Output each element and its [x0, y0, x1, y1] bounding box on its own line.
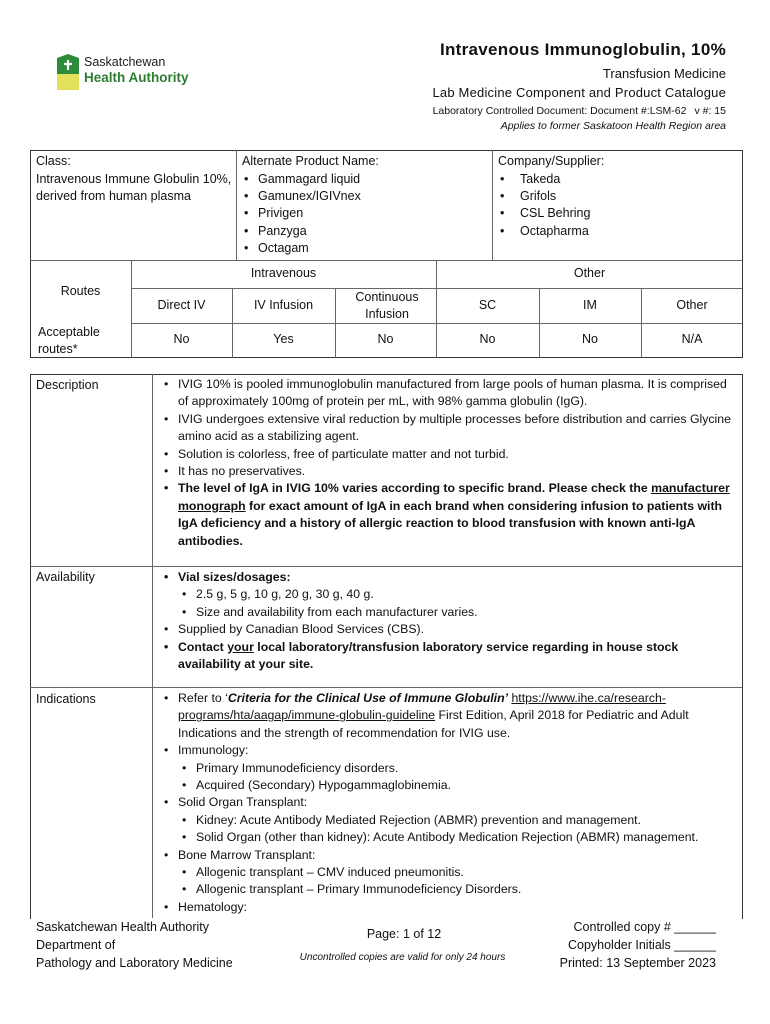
availability-item: • Vial sizes/dosages:	[162, 569, 740, 586]
manufacturer-monograph-link[interactable]: manufacturer monograph	[178, 481, 730, 513]
ihe-guideline-link[interactable]: https://www.ihe.ca/research-programs/hta/aagap/immune-globulin-guideline	[178, 691, 666, 723]
availability-subitem: • 2.5 g, 5 g, 10 g, 20 g, 30 g, 40 g.	[162, 586, 740, 603]
indications-subitem: • Allogenic transplant – CMV induced pneumonitis.	[162, 864, 742, 881]
route-col-other: Other	[676, 298, 708, 312]
alt-name-item: • Panzyga	[242, 223, 488, 240]
route-value-iv-infusion: Yes	[273, 332, 294, 346]
availability-list	[162, 569, 740, 673]
alt-name-item: • Gammagard liquid	[242, 171, 488, 188]
page-title: Intravenous Immunoglobulin, 10%	[439, 40, 726, 59]
indications-item: • Hematology:	[162, 899, 742, 916]
description-item: • It has no preservatives.	[162, 463, 740, 480]
logo-line-1: Saskatchewan	[84, 55, 166, 69]
document-id: Laboratory Controlled Document: Document #:LSM-62 v #: 15	[432, 105, 726, 117]
description-item: • Solution is colorless, free of particulate matter and not turbid.	[162, 446, 740, 463]
indications-subitem: • Primary Immunodeficiency disorders.	[162, 760, 742, 777]
alt-names-list	[242, 171, 488, 258]
printed-date: Printed: 13 September 2023	[559, 956, 716, 970]
indications-item: • Immunology:	[162, 742, 742, 759]
indications-label: Indications	[36, 692, 96, 706]
indications-subitem: • Allogenic transplant – Primary Immunodeficiency Disorders.	[162, 881, 742, 898]
route-col-iv-infusion: IV Infusion	[253, 298, 314, 312]
supplier-cell	[498, 153, 738, 240]
route-col-continuous-infusion: Continuous Infusion	[355, 290, 419, 321]
footer-organization: Saskatchewan Health Authority Department of Pathology and Laboratory Medicine	[36, 918, 276, 972]
sha-shield-icon	[55, 52, 81, 92]
supplier-item: • Grifols	[498, 188, 738, 205]
route-group-intravenous: Intravenous	[250, 266, 317, 280]
alt-names-cell	[242, 153, 488, 258]
supplier-list	[498, 171, 738, 241]
route-value-sc: No	[479, 332, 496, 346]
catalogue-title: Lab Medicine Component and Product Catalogue	[432, 85, 726, 100]
indications-item: • Refer to ‘Criteria for the Clinical Use of Immune Globulin’ https://www.ihe.ca/research-programs/hta/aagap/immune-globulin-guideline First Edition, April 2018 for Pediatric and Adult Indications and the strength of recommendation for IVIG use.	[162, 690, 742, 742]
availability-item: • Supplied by Canadian Blood Services (CBS).	[162, 621, 740, 638]
class-cell	[36, 153, 232, 206]
sha-logo	[55, 52, 205, 94]
route-value-continuous-infusion: No	[377, 332, 394, 346]
availability-label: Availability	[36, 570, 95, 584]
route-value-other: N/A	[681, 332, 703, 346]
description-item: • IVIG undergoes extensive viral reduction by multiple processes before distribution and carries Glycine amino acid as a stabilizing agent.	[162, 411, 740, 446]
indications-list	[162, 690, 742, 916]
class-label: Class:	[36, 154, 71, 168]
route-value-direct-iv: No	[173, 332, 190, 346]
route-col-sc: SC	[478, 298, 497, 312]
iga-warning-item: • The level of IgA in IVIG 10% varies according to specific brand. Please check the manufacturer monograph for exact amount of IgA in each brand when considering infusion to patients with IgA deficiency and a history of allergic reaction to blood transfusion with known anti-IgA antibodies.	[162, 480, 740, 550]
indications-item: • Solid Organ Transplant:	[162, 794, 742, 811]
acceptable-routes-label: Acceptable routes*	[38, 325, 100, 356]
page-number: Page: 1 of 12	[304, 925, 504, 943]
route-value-im: No	[582, 332, 598, 346]
applies-to: Applies to former Saskatoon Health Region area	[500, 120, 726, 132]
route-col-im: IM	[583, 298, 597, 312]
indications-subitem: • Kidney: Acute Antibody Mediated Rejection (ABMR) prevention and management.	[162, 812, 742, 829]
uncontrolled-note: Uncontrolled copies are valid for only 24 hours	[299, 952, 506, 963]
availability-item: • Contact your local laboratory/transfusion laboratory service regarding in house stock availability at your site.	[162, 639, 740, 674]
alt-names-label: Alternate Product Name:	[242, 154, 379, 168]
indications-subitem: • Acquired (Secondary) Hypogammaglobinemia.	[162, 777, 742, 794]
indications-subitem: • Solid Organ (other than kidney): Acute Antibody Medication Rejection (ABMR) management.	[162, 829, 742, 846]
description-label: Description	[36, 378, 99, 392]
logo-line-2: Health Authority	[84, 70, 189, 85]
route-col-direct-iv: Direct IV	[157, 298, 206, 312]
routes-label: Routes	[60, 284, 101, 298]
class-value: Intravenous Immune Globulin 10%, derived from human plasma	[36, 171, 232, 203]
version: v #: 15	[694, 105, 726, 117]
availability-subitem: • Size and availability from each manufacturer varies.	[162, 604, 740, 621]
department: Transfusion Medicine	[602, 66, 726, 81]
controlled-copy: Controlled copy # ______	[573, 920, 716, 934]
supplier-item: • Takeda	[498, 171, 738, 188]
supplier-item: • CSL Behring	[498, 205, 738, 222]
supplier-label: Company/Supplier:	[498, 154, 605, 168]
indications-item: • Bone Marrow Transplant:	[162, 847, 742, 864]
alt-name-item: • Gamunex/IGIVnex	[242, 188, 488, 205]
copyholder-initials: Copyholder Initials ______	[567, 938, 716, 952]
alt-name-item: • Privigen	[242, 205, 488, 222]
alt-name-item: • Octagam	[242, 240, 488, 257]
supplier-item: • Octapharma	[498, 223, 738, 240]
description-list	[162, 376, 740, 550]
controlled-copy-block	[560, 918, 716, 972]
description-item: • IVIG 10% is pooled immunoglobulin manufactured from large pools of human plasma. It is comprised of approximately 100mg of protein per mL, with 98% gamma globulin (IgG).	[162, 376, 740, 411]
route-group-other: Other	[573, 266, 606, 280]
